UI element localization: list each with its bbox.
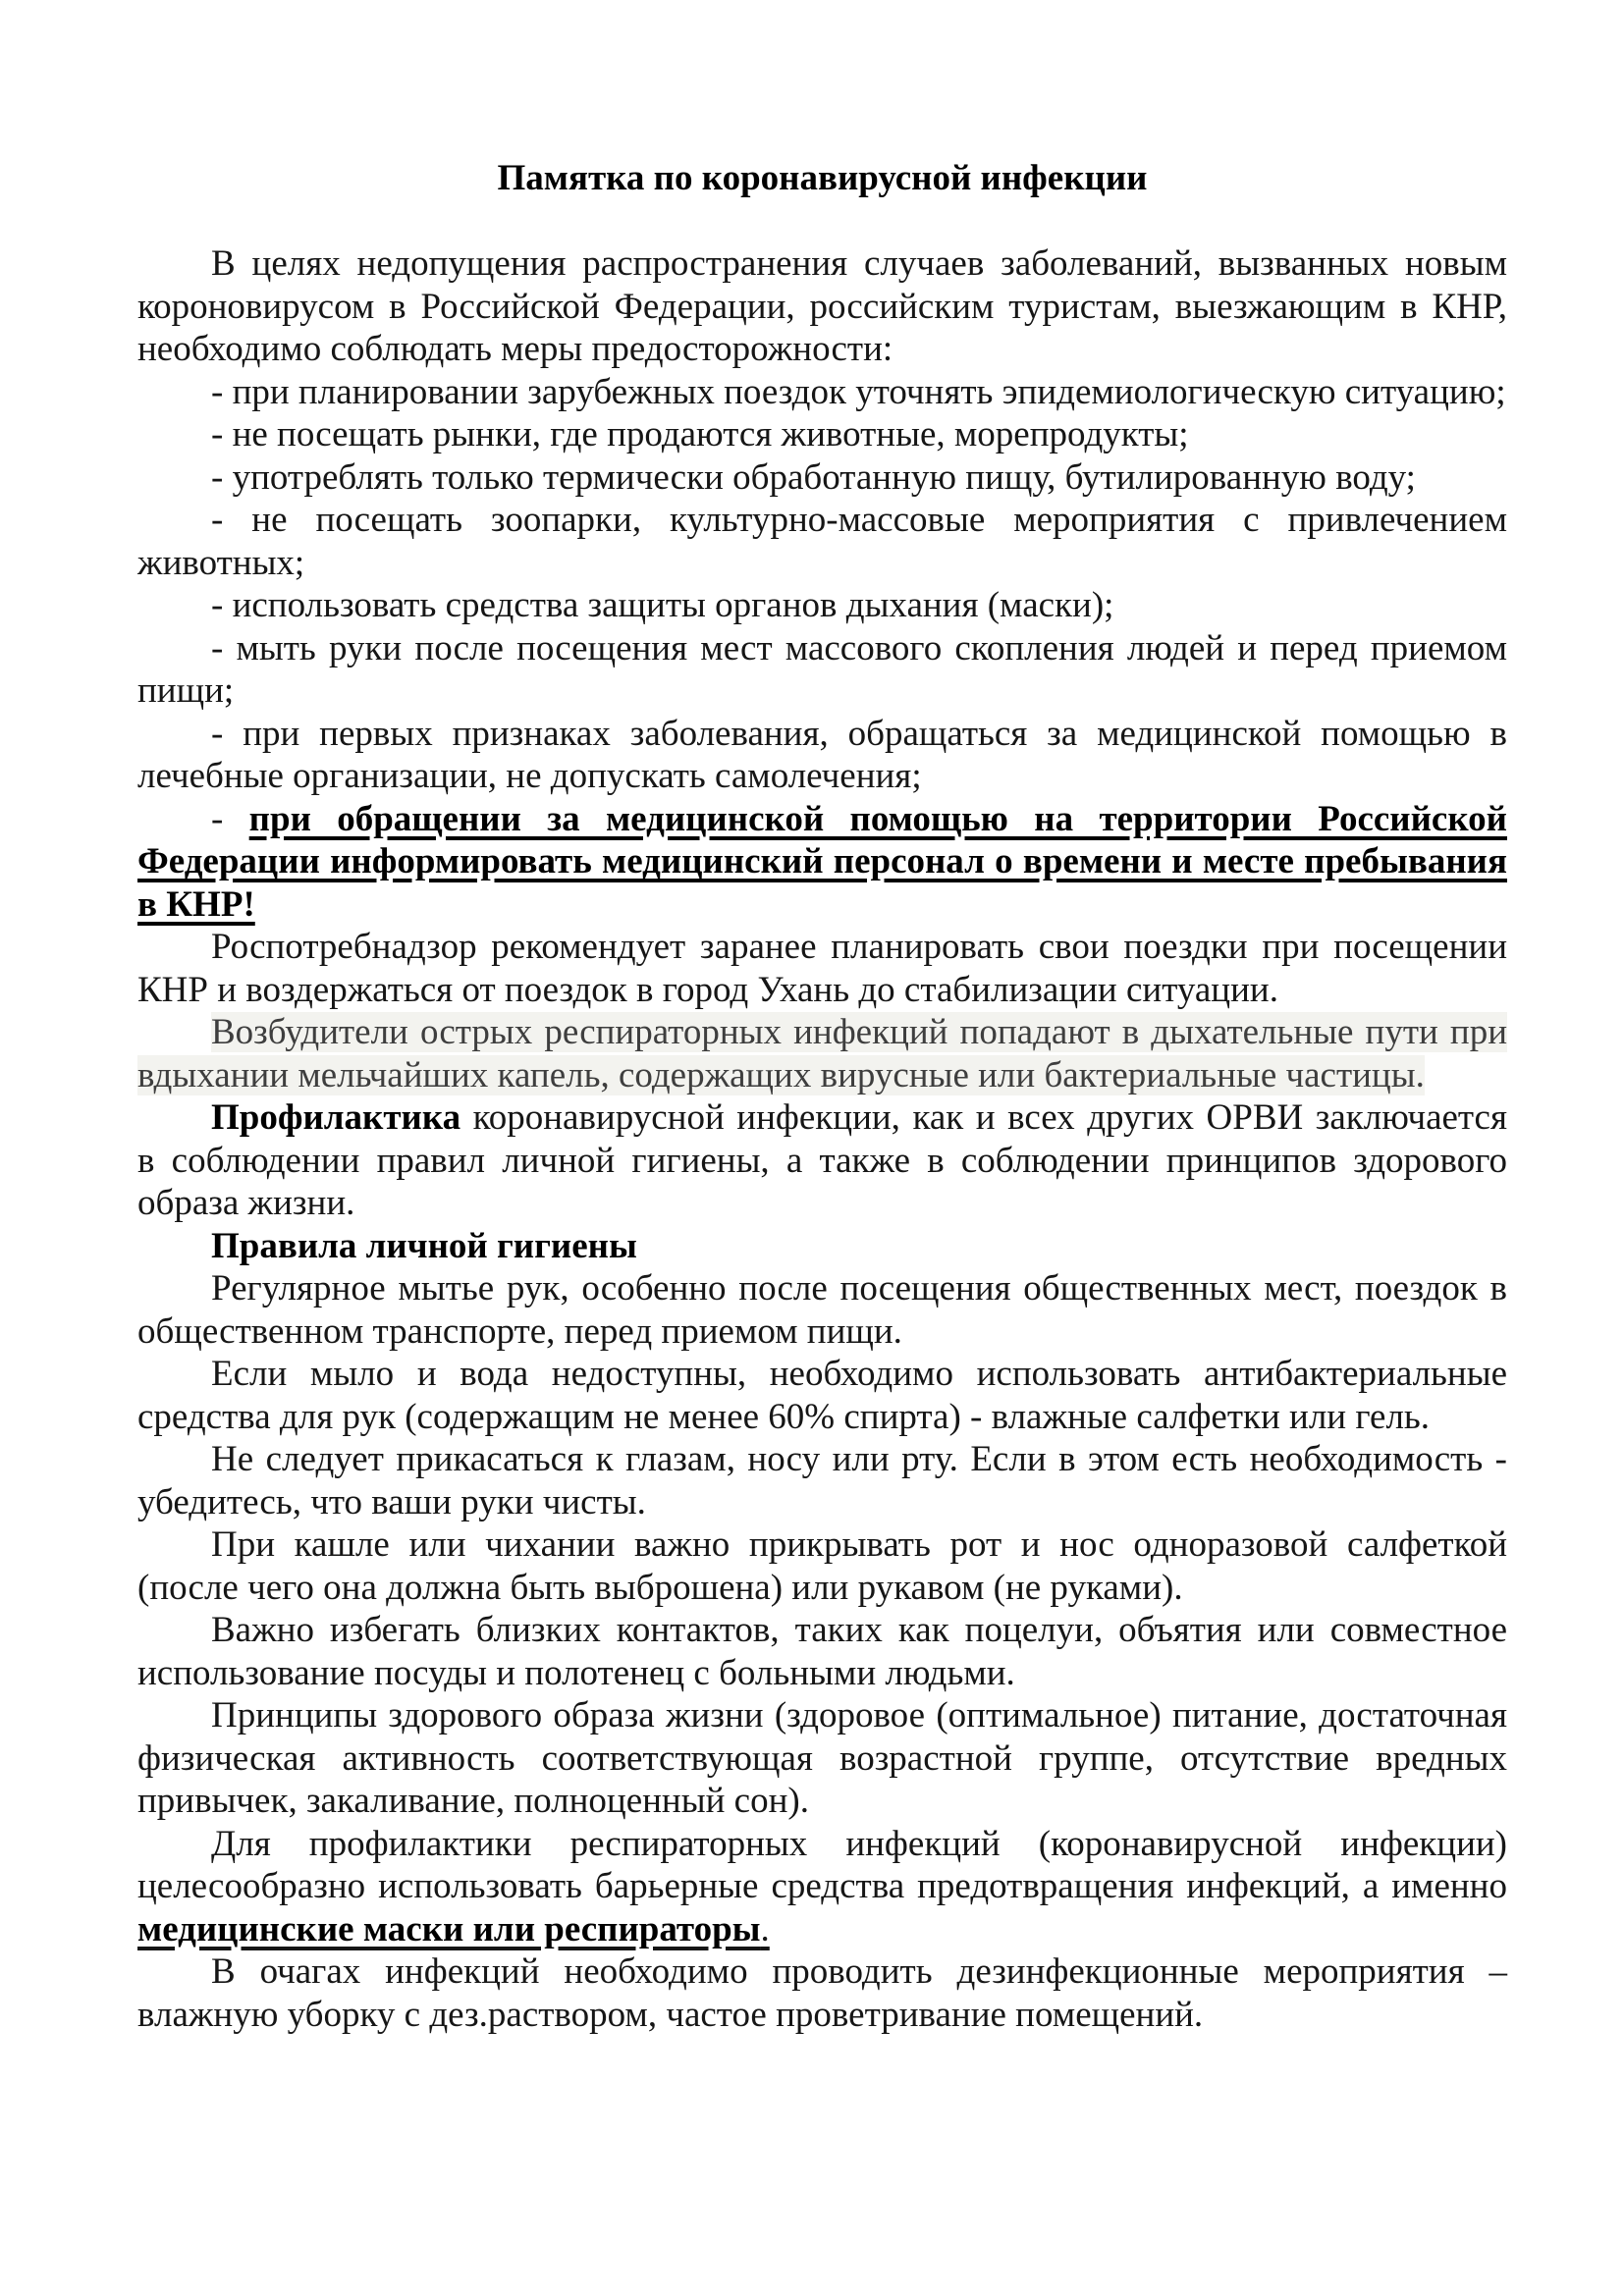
precaution-item-1: - при планировании зарубежных поездок уточнять эпидемиологическую ситуацию; xyxy=(211,371,1506,412)
hygiene-paragraph-1: Регулярное мытье рук, особенно после посещения общественных мест, поездок в общественном транспорте, перед приемом пищи. xyxy=(137,1268,1507,1352)
barrier-emphasized-text: медицинские маски или респираторы xyxy=(137,1908,761,1949)
hygiene-paragraph-2: Если мыло и вода недоступны, необходимо использовать антибактериальные средства для рук (содержащим не менее 60% спирта) - влажные салфетки или гель. xyxy=(137,1354,1507,1437)
pathogens-highlight: Возбудители острых респираторных инфекций попадают в дыхательные пути при вдыхании мельчайших капель, содержащих вирусные или бактериальные частицы. xyxy=(137,1012,1507,1095)
intro-paragraph: В целях недопущения распространения случаев заболеваний, вызванных новым короновирусом в Российской Федерации, российским туристам, выезжающим в КНР, необходимо соблюдать меры предосторожности: xyxy=(137,243,1507,369)
prevention-paragraph xyxy=(137,1096,1507,1225)
precaution-item-6: - мыть руки после посещения мест массового скопления людей и перед приемом пищи; xyxy=(137,627,1507,711)
precaution-item-3: - употреблять только термически обработанную пищу, бутилированную воду; xyxy=(211,456,1416,498)
precaution-item-4: - не посещать зоопарки, культурно-массовые мероприятия с привлечением животных; xyxy=(137,500,1507,583)
prevention-rest: коронавирусной инфекции, как и всех других ОРВИ заключается в соблюдении правил личной гигиены, а также в соблюдении принципов здорового образа жизни. xyxy=(137,1097,1507,1223)
barrier-lead: Для профилактики респираторных инфекций (коронавирусной инфекции) целесообразно использовать барьерные средства предотвращения инфекций, а именно xyxy=(137,1823,1507,1906)
page-title: Памятка по коронавирусной инфекции xyxy=(497,158,1148,198)
warning-paragraph xyxy=(137,798,1507,927)
precaution-item-2: - не посещать рынки, где продаются животные, морепродукты; xyxy=(211,414,1189,454)
prevention-bold-word: Профилактика xyxy=(211,1097,461,1138)
disinfection-paragraph: В очагах инфекций необходимо проводить дезинфекционные мероприятия – влажную уборку с дез.раствором, частое проветривание помещений. xyxy=(137,1951,1507,2035)
barrier-period: . xyxy=(760,1908,770,1949)
hygiene-paragraph-5: Важно избегать близких контактов, таких как поцелуи, объятия или совместное использование посуды и полотенец с больными людьми. xyxy=(137,1610,1507,1693)
hygiene-paragraph-6: Принципы здорового образа жизни (здоровое (оптимальное) питание, достаточная физическая активность соответствующая возрастной группе, отсутствие вредных привычек, закаливание, полноценный сон). xyxy=(137,1695,1507,1821)
barrier-paragraph xyxy=(137,1823,1507,1951)
hygiene-paragraph-4: При кашле или чихании важно прикрывать рот и нос одноразовой салфеткой (после чего она должна быть выброшена) или рукавом (не руками). xyxy=(137,1524,1507,1608)
precaution-item-5: - использовать средства защиты органов дыхания (маски); xyxy=(211,585,1114,625)
pathogens-paragraph xyxy=(137,1011,1507,1096)
warning-emphasized-text: при обращении за медицинской помощью на территории Российской Федерации информировать медицинский персонал о времени и месте пребывания в КНР! xyxy=(137,798,1507,925)
precaution-item-7: - при первых признаках заболевания, обращаться за медицинской помощью в лечебные организации, не допускать самолечения; xyxy=(137,713,1507,796)
hygiene-paragraph-3: Не следует прикасаться к глазам, носу или рту. Если в этом есть необходимость - убедитесь, что ваши руки чисты. xyxy=(137,1439,1507,1522)
warning-dash: - xyxy=(211,798,249,839)
rospotrebnadzor-paragraph: Роспотребнадзор рекомендует заранее планировать свои поездки при посещении КНР и воздержаться от поездок в город Ухань до стабилизации ситуации. xyxy=(137,927,1507,1010)
hygiene-rules-heading: Правила личной гигиены xyxy=(211,1225,637,1266)
barrier-underline-group xyxy=(137,1909,770,1949)
